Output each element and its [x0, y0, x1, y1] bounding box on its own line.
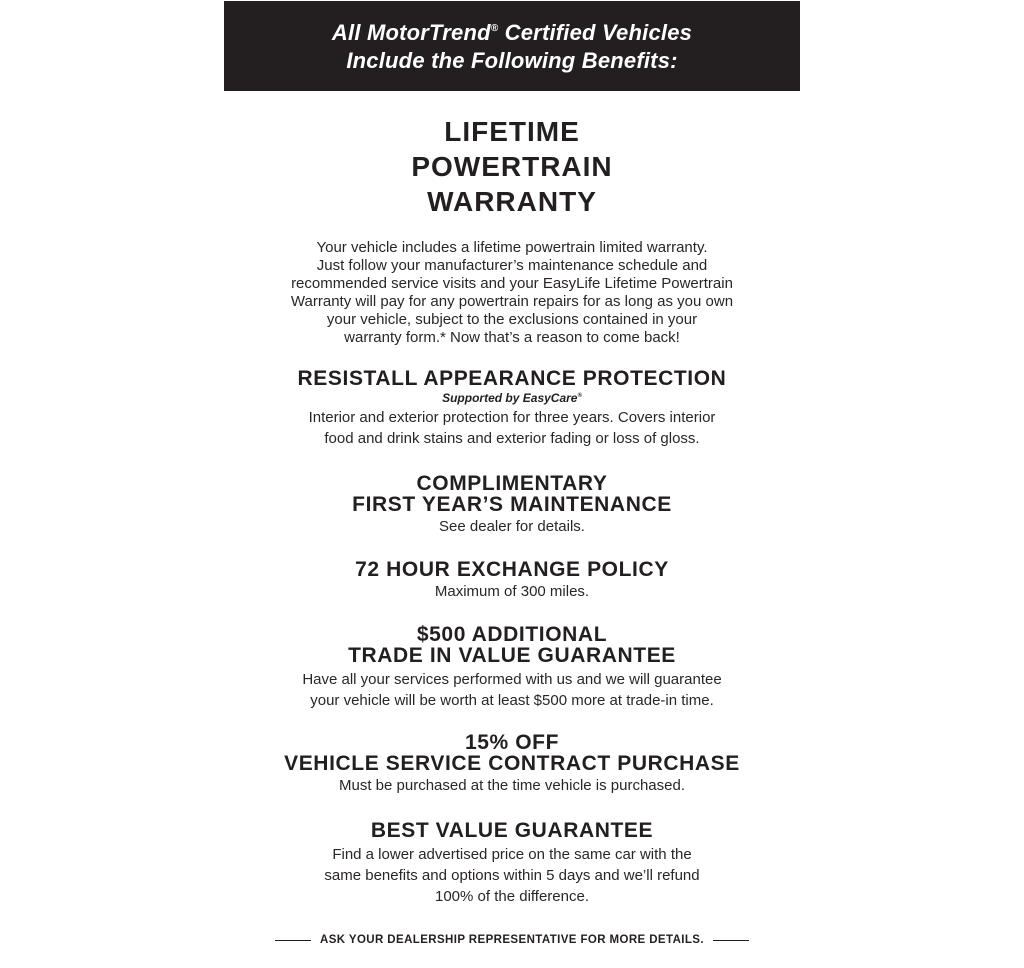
exchange-section	[224, 559, 800, 601]
header-banner	[224, 1, 800, 91]
service-contract-section	[224, 732, 800, 795]
exchange-title: 72 HOUR EXCHANGE POLICY	[355, 558, 669, 581]
best-value-title: BEST VALUE GUARANTEE	[370, 819, 654, 842]
resistall-section	[224, 368, 800, 449]
maintenance-section	[224, 473, 800, 536]
footer-rule-left	[275, 940, 311, 941]
lifetime-warranty-section	[224, 114, 800, 347]
footer-text: ASK YOUR DEALERSHIP REPRESENTATIVE FOR MORE DETAILS.	[320, 934, 704, 946]
registered-mark: ®	[490, 23, 499, 34]
best-value-section	[224, 820, 800, 907]
resistall-subtitle: Supported by EasyCare®	[442, 391, 582, 405]
exchange-description: Maximum of 300 miles.	[434, 583, 590, 600]
service-contract-description: Must be purchased at the time vehicle is purchased.	[338, 777, 686, 794]
resistall-description: Interior and exterior protection for three years. Covers interior food and drink stains and exterior fading or loss of gloss.	[308, 409, 716, 447]
maintenance-description: See dealer for details.	[439, 518, 585, 535]
header-line-1-rest: Certified Vehicles	[498, 20, 693, 45]
footer	[224, 931, 800, 949]
lifetime-warranty-title: LIFETIME POWERTRAIN WARRANTY	[411, 116, 613, 217]
best-value-description: Find a lower advertised price on the same car with the same benefits and options within 5 days and we’ll refund 100% of the difference.	[324, 846, 700, 905]
footer-rule-right	[713, 940, 749, 941]
trade-in-title: $500 ADDITIONAL TRADE IN VALUE GUARANTEE	[348, 623, 676, 667]
maintenance-title: COMPLIMENTARY FIRST YEAR’S MAINTENANCE	[352, 472, 672, 516]
trade-in-section	[224, 624, 800, 711]
lifetime-warranty-description: Your vehicle includes a lifetime powertrain limited warranty. Just follow your manufacturer’s maintenance schedule and recommended service visits and your EasyLife Lifetime Powertrain Warranty will pay for any powertrain repairs for as long as you own your vehicle, subject to the exclusions contained in your warranty form.* Now that’s a reason to come back!	[290, 239, 734, 346]
header-line-1	[224, 19, 800, 47]
service-contract-title: 15% OFF VEHICLE SERVICE CONTRACT PURCHASE	[284, 731, 740, 775]
trade-in-description: Have all your services performed with us and we will guarantee your vehicle will be worth at least $500 more at trade-in time.	[302, 671, 722, 709]
resistall-title: RESISTALL APPEARANCE PROTECTION	[297, 367, 727, 390]
header-line-2: Include the Following Benefits:	[346, 48, 678, 73]
header-brand: All MotorTrend	[331, 20, 491, 45]
